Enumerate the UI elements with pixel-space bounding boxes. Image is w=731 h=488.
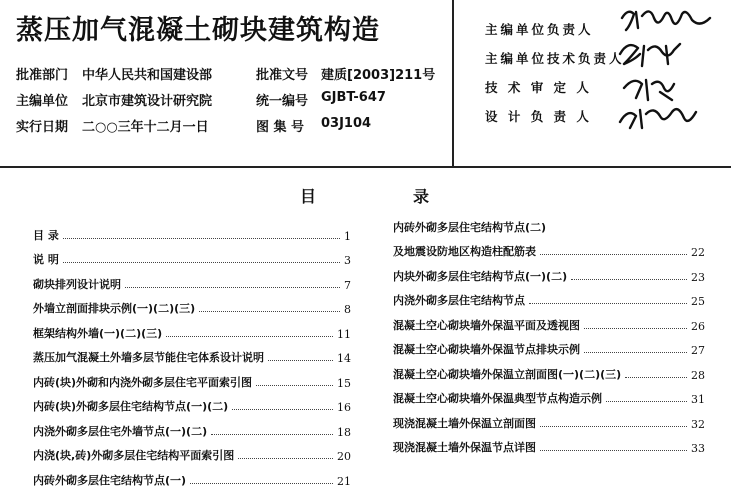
toc-entry-title: 内块外砌多层住宅结构节点(一)(二) <box>393 269 568 283</box>
toc-entry-page: 31 <box>691 393 705 406</box>
toc-entry-title: 说 明 <box>33 253 59 266</box>
leader-dots <box>625 377 687 378</box>
approval-row <box>16 64 446 90</box>
leader-dots <box>584 352 687 353</box>
responsible-role: 设 计 负 责 人 <box>485 109 592 124</box>
leader-dots <box>256 385 333 386</box>
toc-entry-page: 22 <box>691 246 705 259</box>
meta-label: 图 集 号 <box>256 120 305 135</box>
toc-entry[interactable] <box>33 390 351 415</box>
leader-dots <box>63 262 340 263</box>
toc-entry[interactable] <box>33 341 351 366</box>
meta-value: 北京市建筑设计研究院 <box>82 94 213 109</box>
toc-entry-page: 18 <box>337 425 351 439</box>
toc-entry-title: 混凝土空心砌块墙外保温平面及透视图 <box>393 318 580 332</box>
toc-entry-page: 7 <box>344 278 351 292</box>
toc-entry[interactable] <box>33 439 351 464</box>
approval-info <box>16 64 446 142</box>
toc-entry-title: 内砖外砌多层住宅结构节点(二) <box>393 220 547 234</box>
responsible-persons <box>485 20 625 136</box>
leader-dots <box>63 238 340 239</box>
header-divider-vertical <box>452 0 454 166</box>
toc-entry[interactable] <box>393 431 705 456</box>
toc-entry-page: 14 <box>337 352 351 365</box>
toc-entry[interactable] <box>33 414 351 439</box>
toc-entry[interactable] <box>393 210 705 235</box>
meta-value: 二○○三年十二月一日 <box>82 120 209 135</box>
toc-entry-page: 8 <box>344 303 351 316</box>
toc-entry[interactable] <box>393 259 705 284</box>
meta-label: 主编单位 <box>16 94 69 109</box>
toc-entry-page: 32 <box>691 417 705 431</box>
leader-dots <box>190 483 333 484</box>
toc-entry-title: 内砖(块)外砌多层住宅结构节点(一)(二) <box>33 400 229 413</box>
toc-entry[interactable] <box>33 365 351 390</box>
meta-value: 中华人民共和国建设部 <box>82 68 213 83</box>
toc-entry[interactable] <box>33 267 351 292</box>
handwritten-signatures <box>616 4 726 134</box>
toc-entry-title: 现浇混凝土墙外保温节点详图 <box>393 441 536 454</box>
meta-value: 03J104 <box>321 116 372 131</box>
leader-dots <box>238 458 333 459</box>
responsible-role: 技 术 审 定 人 <box>485 80 592 95</box>
signature-4 <box>620 109 696 128</box>
approval-row <box>16 116 446 142</box>
toc-entry-page: 16 <box>337 401 351 414</box>
toc-entry-page: 15 <box>337 376 351 390</box>
toc-entry-page: 3 <box>344 254 351 267</box>
leader-dots <box>584 328 687 329</box>
responsible-role: 主编单位负责人 <box>485 22 594 37</box>
leader-dots <box>540 426 687 427</box>
toc-entry-title: 框架结构外墙(一)(二)(三) <box>33 326 163 340</box>
toc-entry[interactable] <box>393 333 705 358</box>
meta-label: 统一编号 <box>256 94 309 109</box>
toc-entry-title: 目 录 <box>33 228 59 242</box>
meta-value: GJBT-647 <box>321 90 386 105</box>
meta-label: 批准部门 <box>16 68 69 83</box>
toc-entry-title: 混凝土空心砌块墙外保温立剖面图(一)(二)(三) <box>393 367 622 381</box>
leader-dots <box>529 303 687 304</box>
leader-dots <box>232 409 333 410</box>
approval-row <box>16 90 446 116</box>
leader-dots <box>125 287 340 288</box>
toc-heading-left: 目 <box>300 187 317 206</box>
toc-entry-title: 现浇混凝土墙外保温立剖面图 <box>393 416 536 430</box>
toc-entry-page: 23 <box>691 270 705 284</box>
toc-entry-page: 1 <box>344 229 351 243</box>
toc-entry-title: 蒸压加气混凝土外墙多层节能住宅体系设计说明 <box>33 351 264 364</box>
toc-entry-title: 内砖外砌多层住宅结构节点(一) <box>33 473 187 487</box>
toc-entry-title: 内浇(块,砖)外砌多层住宅结构平面索引图 <box>33 449 235 462</box>
header-divider-horizontal <box>0 166 731 168</box>
leader-dots <box>211 434 333 435</box>
toc-entry[interactable] <box>393 284 705 309</box>
toc-entry[interactable] <box>33 463 351 488</box>
toc-column-left <box>33 218 351 488</box>
toc-entry[interactable] <box>393 382 705 407</box>
toc-entry-title: 内砖(块)外砌和内浇外砌多层住宅平面索引图 <box>33 375 253 389</box>
toc-entry[interactable] <box>33 243 351 268</box>
toc-entry-page: 11 <box>337 327 351 341</box>
responsible-role: 主编单位技术负责人 <box>485 51 625 66</box>
toc-column-right <box>393 210 705 455</box>
toc-entry-title: 及地震设防地区构造柱配筋表 <box>393 245 536 258</box>
leader-dots <box>606 401 687 402</box>
toc-entry[interactable] <box>33 218 351 243</box>
signature-1 <box>622 11 710 30</box>
toc-entry-title: 混凝土空心砌块墙外保温节点排块示例 <box>393 343 580 356</box>
toc-entry[interactable] <box>33 292 351 317</box>
meta-label: 批准文号 <box>256 68 309 83</box>
signature-3 <box>624 80 674 100</box>
toc-entry-page: 26 <box>691 319 705 333</box>
toc-entry-page: 25 <box>691 295 705 308</box>
meta-value: 建质[2003]211号 <box>321 68 436 83</box>
toc-entry-title: 内浇外砌多层住宅结构节点 <box>393 294 525 307</box>
toc-entry[interactable] <box>393 357 705 382</box>
leader-dots <box>199 311 340 312</box>
toc-entry-page: 28 <box>691 368 705 382</box>
leader-dots <box>540 450 687 451</box>
toc-entry[interactable] <box>393 235 705 260</box>
meta-label: 实行日期 <box>16 120 69 135</box>
page-title: 蒸压加气混凝土砌块建筑构造 <box>16 15 380 46</box>
toc-entry-page: 27 <box>691 344 705 357</box>
leader-dots <box>540 254 687 255</box>
toc-entry-page: 20 <box>337 450 351 463</box>
toc-entry[interactable] <box>33 316 351 341</box>
toc-entry-page: 33 <box>691 442 705 455</box>
toc-entry-page: 21 <box>337 474 351 488</box>
toc-entry-title: 砌块排列设计说明 <box>33 277 121 291</box>
toc-entry-title: 内浇外砌多层住宅外墙节点(一)(二) <box>33 424 208 438</box>
toc-heading-right: 录 <box>413 187 430 206</box>
toc-entry-title: 混凝土空心砌块墙外保温典型节点构造示例 <box>393 392 602 405</box>
toc-entry-title: 外墙立剖面排块示例(一)(二)(三) <box>33 302 196 315</box>
toc-entry[interactable] <box>393 308 705 333</box>
leader-dots <box>268 360 333 361</box>
leader-dots <box>571 279 687 280</box>
signature-2 <box>620 44 680 66</box>
toc-entry[interactable] <box>393 406 705 431</box>
leader-dots <box>166 336 333 337</box>
